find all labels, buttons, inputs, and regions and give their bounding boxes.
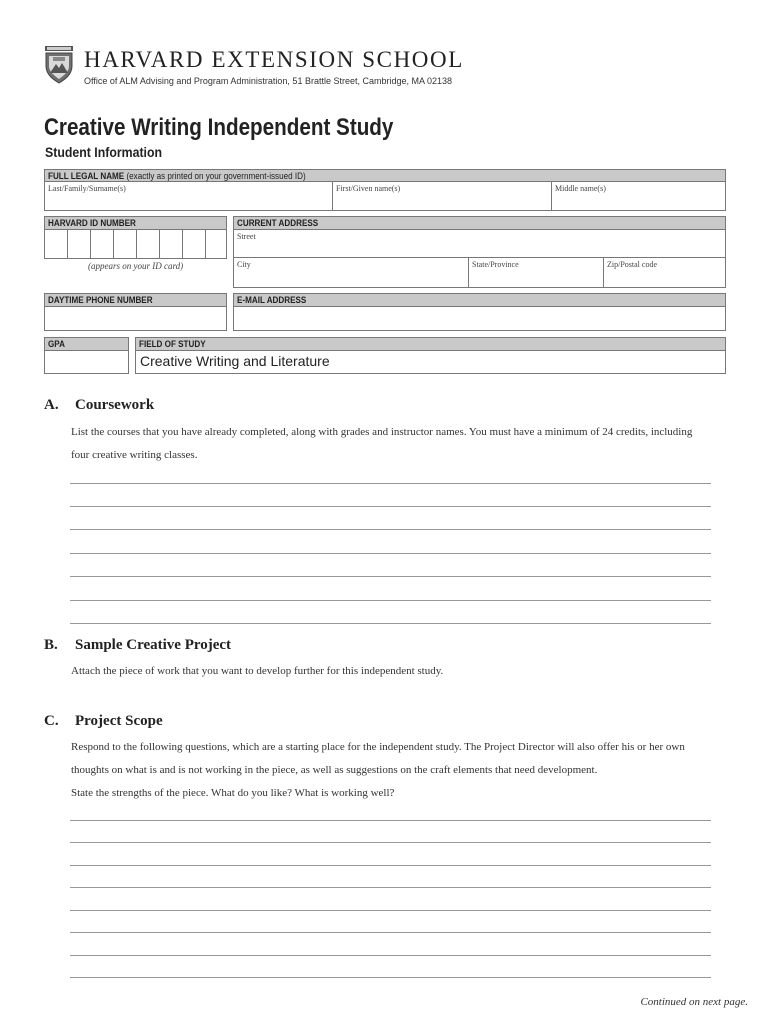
street-label: Street <box>237 232 256 241</box>
email-header <box>233 293 726 307</box>
digit-divider <box>90 229 91 259</box>
phone-field[interactable] <box>44 306 227 331</box>
answer-line[interactable] <box>70 820 711 821</box>
section-c-text-2: thoughts on what is and is not working in the piece, as well as suggestions on the craft elements that need development. <box>71 764 598 776</box>
field-of-study-label: FIELD OF STUDY <box>139 339 206 349</box>
answer-line[interactable] <box>70 576 711 577</box>
answer-line[interactable] <box>70 506 711 507</box>
section-a-letter: A. <box>44 397 59 413</box>
address-header <box>233 216 726 230</box>
answer-line[interactable] <box>70 842 711 843</box>
field-of-study-value: Creative Writing and Literature <box>140 353 330 369</box>
email-field[interactable] <box>233 306 726 331</box>
harvard-id-caption: (appears on your ID card) <box>88 261 184 271</box>
section-c-letter: C. <box>44 713 59 729</box>
divider <box>468 257 469 288</box>
email-label: E-MAIL ADDRESS <box>237 295 307 305</box>
zip-label: Zip/Postal code <box>607 260 657 269</box>
street-field[interactable] <box>233 229 726 258</box>
first-name-label: First/Given name(s) <box>336 184 401 193</box>
section-a-text-1: List the courses that you have already completed, along with grades and instructor names. You must have a minimum of 24 credits, including <box>71 426 693 438</box>
harvard-id-label: HARVARD ID NUMBER <box>48 218 136 228</box>
answer-line[interactable] <box>70 483 711 484</box>
section-b-title: Sample Creative Project <box>75 637 232 653</box>
answer-line[interactable] <box>70 865 711 866</box>
state-label: State/Province <box>472 260 519 269</box>
digit-divider <box>136 229 137 259</box>
section-c-title: Project Scope <box>75 713 163 729</box>
office-address: Office of ALM Advising and Program Administration, 51 Brattle Street, Cambridge, MA 02138 <box>84 76 453 86</box>
legal-name-note: (exactly as printed on your government-issued ID) <box>126 171 306 181</box>
answer-line[interactable] <box>70 887 711 888</box>
section-c-text-3: State the strengths of the piece. What do you like? What is working well? <box>71 787 395 799</box>
school-name: HARVARD EXTENSION SCHOOL <box>84 47 464 72</box>
continued-note: Continued on next page. <box>640 996 748 1008</box>
divider <box>332 181 333 211</box>
field-of-study-header <box>135 337 726 351</box>
phone-header <box>44 293 227 307</box>
digit-divider <box>113 229 114 259</box>
gpa-label: GPA <box>48 339 65 349</box>
form-title: Creative Writing Independent Study <box>44 114 394 141</box>
answer-line[interactable] <box>70 529 711 530</box>
answer-line[interactable] <box>70 932 711 933</box>
section-b-text: Attach the piece of work that you want to develop further for this independent study. <box>71 665 444 677</box>
divider <box>551 181 552 211</box>
digit-divider <box>159 229 160 259</box>
answer-line[interactable] <box>70 977 711 978</box>
gpa-field[interactable] <box>44 350 129 374</box>
harvard-shield-logo <box>44 46 74 84</box>
answer-line[interactable] <box>70 553 711 554</box>
address-label: CURRENT ADDRESS <box>237 218 319 228</box>
section-b-letter: B. <box>44 637 58 653</box>
phone-label: DAYTIME PHONE NUMBER <box>48 295 153 305</box>
section-title-student-info: Student Information <box>45 144 163 160</box>
digit-divider <box>67 229 68 259</box>
answer-line[interactable] <box>70 623 711 624</box>
section-a-title: Coursework <box>75 397 155 413</box>
answer-line[interactable] <box>70 955 711 956</box>
gpa-header <box>44 337 129 351</box>
divider <box>603 257 604 288</box>
digit-divider <box>205 229 206 259</box>
middle-name-label: Middle name(s) <box>555 184 606 193</box>
section-a-text-2: four creative writing classes. <box>71 449 198 461</box>
city-label: City <box>237 260 251 269</box>
answer-line[interactable] <box>70 910 711 911</box>
harvard-id-header <box>44 216 227 230</box>
last-name-label: Last/Family/Surname(s) <box>48 184 126 193</box>
digit-divider <box>182 229 183 259</box>
answer-line[interactable] <box>70 600 711 601</box>
section-c-text-1: Respond to the following questions, which are a starting place for the independent study. The Project Director will also offer his or her own <box>71 741 685 753</box>
legal-name-label: FULL LEGAL NAME <box>48 171 125 181</box>
